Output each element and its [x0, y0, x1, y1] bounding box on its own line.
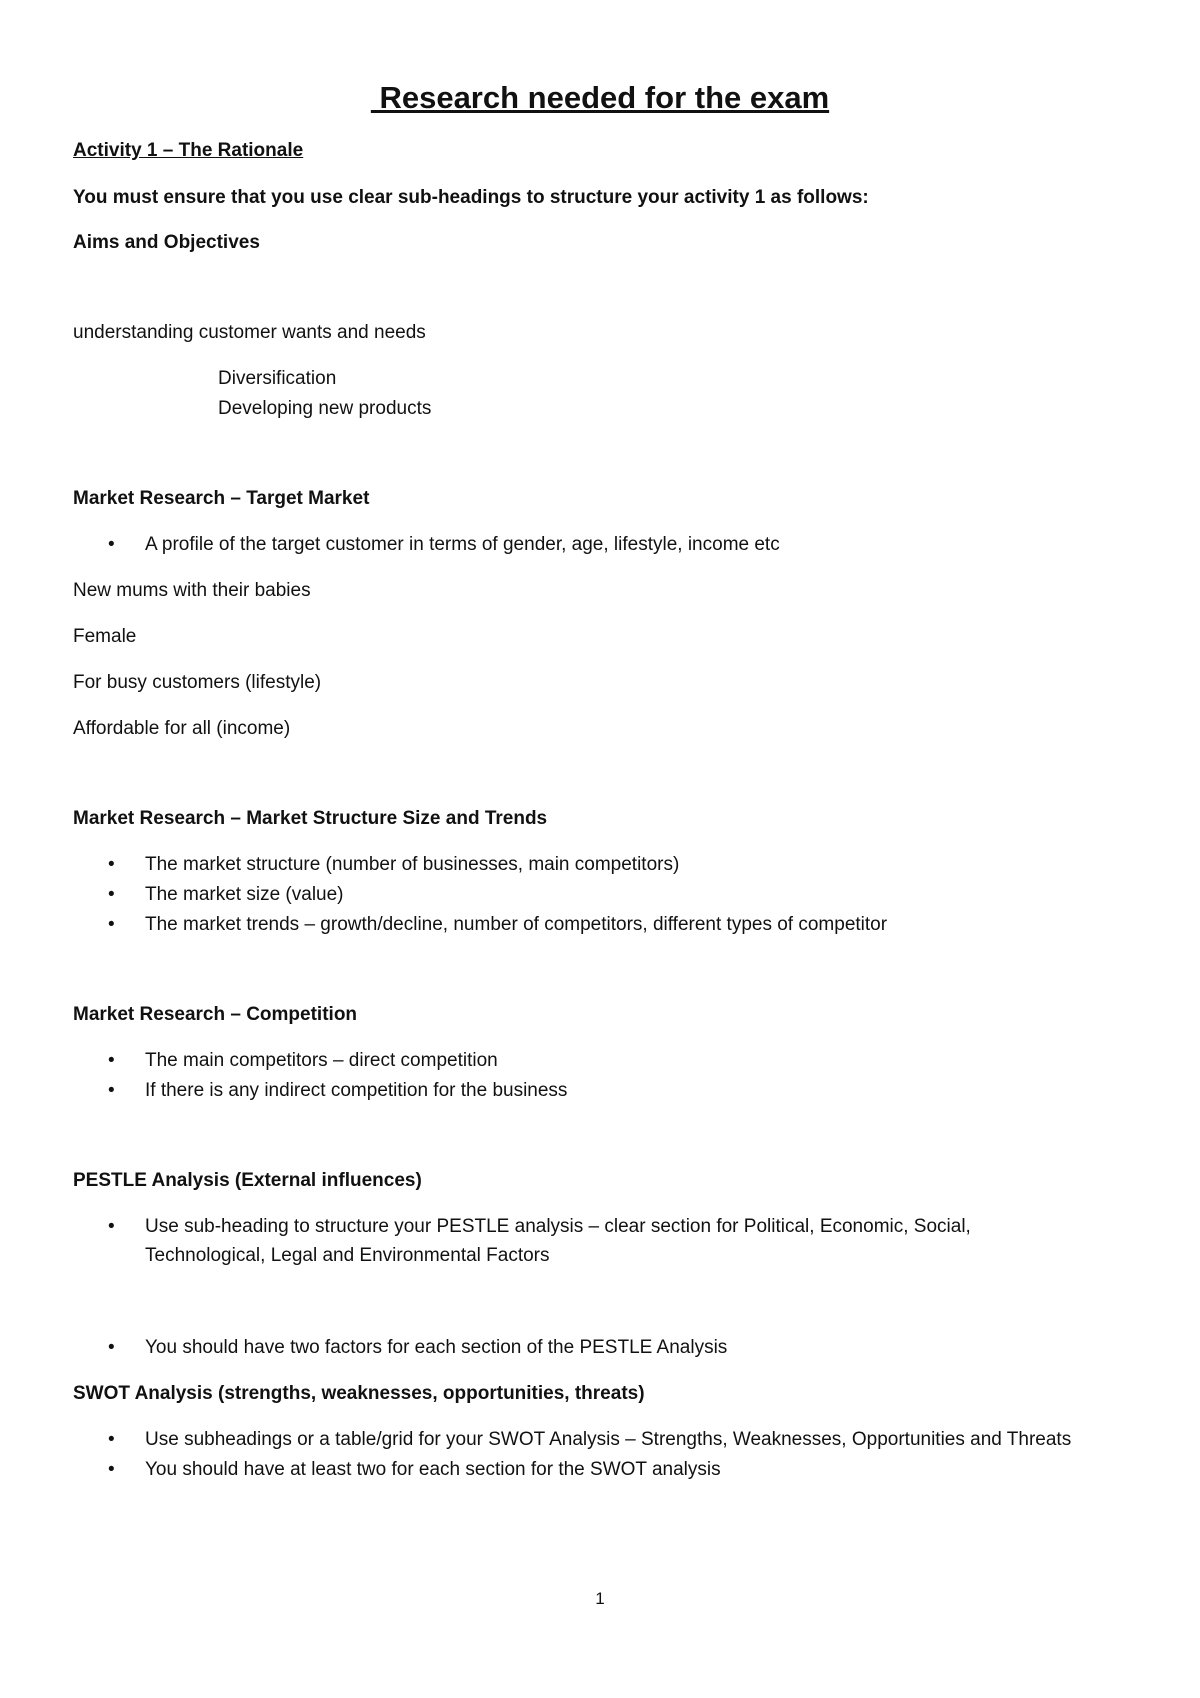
pestle-bullet: You should have two factors for each section of the PESTLE Analysis [145, 1337, 728, 1358]
target-market-line: New mums with their babies [73, 580, 311, 601]
bullet-dot: • [108, 1337, 115, 1358]
aims-heading: Aims and Objectives [73, 232, 260, 253]
market-structure-bullet: The market size (value) [145, 884, 344, 905]
aims-sub-item: Diversification [218, 368, 337, 389]
swot-bullet: Use subheadings or a table/grid for your SWOT Analysis – Strengths, Weaknesses, Opportunities and Threats [145, 1429, 1072, 1450]
target-market-bullet: A profile of the target customer in terms of gender, age, lifestyle, income etc [145, 534, 780, 555]
competition-bullet: The main competitors – direct competition [145, 1050, 498, 1071]
market-structure-bullet: The market trends – growth/decline, number of competitors, different types of competitor [145, 914, 888, 935]
activity-heading: Activity 1 – The Rationale [73, 140, 304, 161]
market-structure-heading: Market Research – Market Structure Size and Trends [73, 808, 548, 829]
competition-bullet: If there is any indirect competition for the business [145, 1080, 568, 1101]
bullet-dot: • [108, 534, 115, 555]
target-market-line: For busy customers (lifestyle) [73, 672, 322, 693]
aims-sub-item: Developing new products [218, 398, 432, 419]
page-title: Research needed for the exam [370, 80, 830, 115]
instruction-text: You must ensure that you use clear sub-headings to structure your activity 1 as follows: [73, 187, 869, 208]
bullet-dot: • [108, 1080, 115, 1101]
aims-line: understanding customer wants and needs [73, 322, 426, 343]
bullet-dot: • [108, 1216, 115, 1237]
target-market-line: Female [73, 626, 137, 647]
bullet-dot: • [108, 854, 115, 875]
target-market-heading: Market Research – Target Market [73, 488, 370, 509]
bullet-dot: • [108, 1429, 115, 1450]
page-number: 1 [595, 1589, 605, 1608]
bullet-dot: • [108, 884, 115, 905]
target-market-line: Affordable for all (income) [73, 718, 291, 739]
bullet-dot: • [108, 914, 115, 935]
market-structure-bullet: The market structure (number of businesses, main competitors) [145, 854, 680, 875]
swot-heading: SWOT Analysis (strengths, weaknesses, opportunities, threats) [73, 1383, 645, 1404]
pestle-bullet: Use sub-heading to structure your PESTLE analysis – clear section for Political, Economic, Social, [145, 1216, 971, 1237]
competition-heading: Market Research – Competition [73, 1004, 358, 1025]
swot-bullet: You should have at least two for each section for the SWOT analysis [145, 1459, 721, 1480]
bullet-dot: • [108, 1050, 115, 1071]
pestle-bullet-continuation: Technological, Legal and Environmental Factors [145, 1245, 550, 1266]
bullet-dot: • [108, 1459, 115, 1480]
pestle-heading: PESTLE Analysis (External influences) [73, 1170, 422, 1191]
